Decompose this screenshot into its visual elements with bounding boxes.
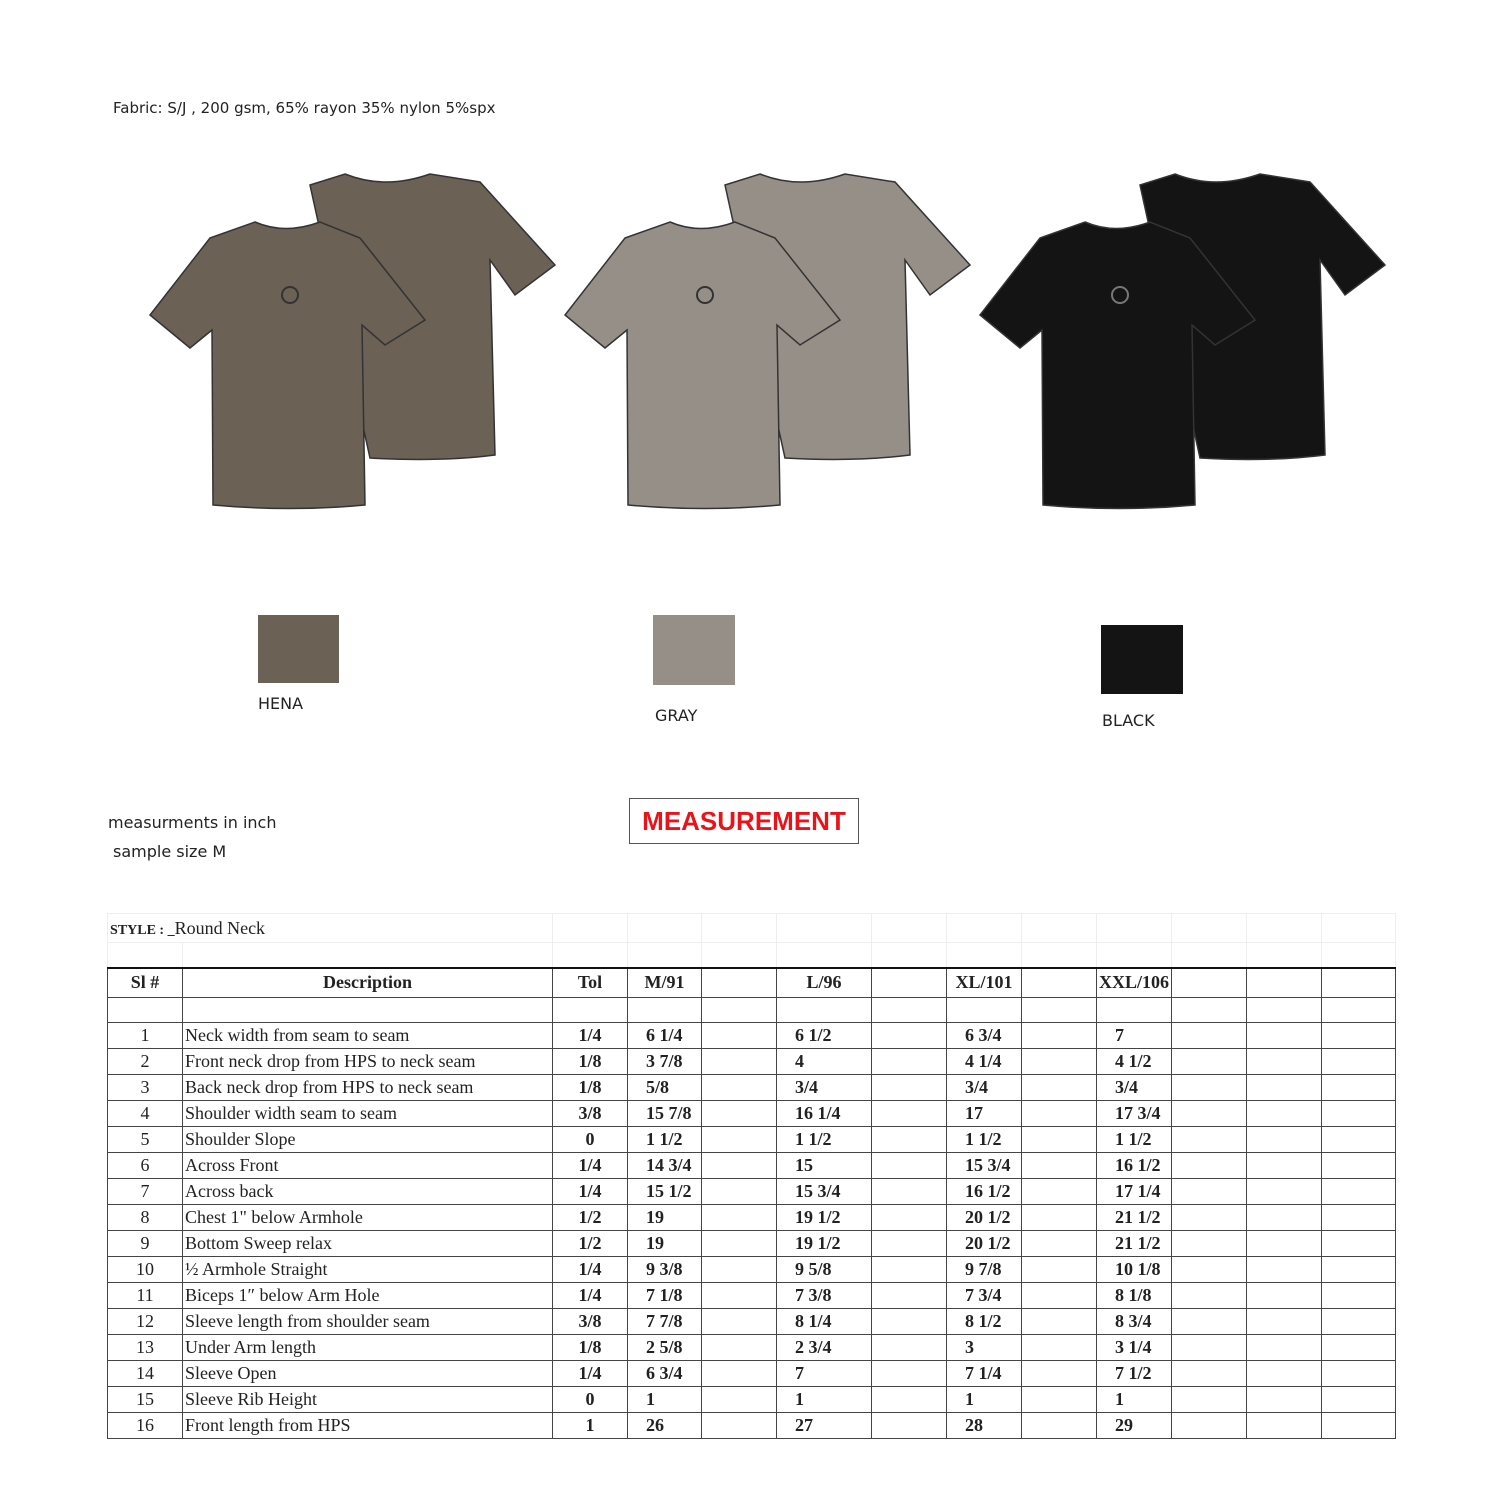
cell-xxl: 29 [1097,1412,1172,1438]
empty-cell [702,1308,777,1334]
empty-cell [702,1282,777,1308]
empty-cell [1172,1386,1247,1412]
empty-cell [1247,1178,1322,1204]
empty-cell [1322,1048,1396,1074]
cell-description: Under Arm length [183,1334,553,1360]
empty-cell [872,1074,947,1100]
cell-l: 15 [777,1152,872,1178]
cell-xxl: 3 1/4 [1097,1334,1172,1360]
empty-cell [1022,1100,1097,1126]
cell-description: Shoulder width seam to seam [183,1100,553,1126]
empty-cell [1322,1334,1396,1360]
table-row [108,1308,1396,1334]
empty-cell [1022,1308,1097,1334]
cell-description: Neck width from seam to seam [183,1022,553,1048]
cell-l: 3/4 [777,1074,872,1100]
empty-cell [1172,1230,1247,1256]
cell-xl: 20 1/2 [947,1230,1022,1256]
empty-cell [1172,1126,1247,1152]
empty-cell [1022,1152,1097,1178]
header-tol: Tol [553,968,628,997]
table-row [108,1230,1396,1256]
cell-m: 2 5/8 [628,1334,702,1360]
cell-m: 6 1/4 [628,1022,702,1048]
cell-xl: 9 7/8 [947,1256,1022,1282]
cell-xxl: 7 1/2 [1097,1360,1172,1386]
tshirt-hena [150,174,555,509]
cell-tol: 1 [553,1412,628,1438]
empty-cell [1172,1282,1247,1308]
cell-l: 2 3/4 [777,1334,872,1360]
empty-cell [702,1048,777,1074]
cell-xl: 20 1/2 [947,1204,1022,1230]
cell-tol: 1/4 [553,1152,628,1178]
cell-xl: 3 [947,1334,1022,1360]
cell-description: Chest 1" below Armhole [183,1204,553,1230]
empty-cell [702,1204,777,1230]
cell-l: 7 [777,1360,872,1386]
empty-cell [1172,1256,1247,1282]
cell-xl: 3/4 [947,1074,1022,1100]
empty-cell [702,1256,777,1282]
cell-tol: 1/8 [553,1048,628,1074]
cell-sl: 14 [108,1360,183,1386]
empty-cell [702,1360,777,1386]
cell-tol: 1/4 [553,1360,628,1386]
empty-cell [702,1022,777,1048]
cell-xxl: 1 [1097,1386,1172,1412]
table-row [108,1334,1396,1360]
cell-l: 15 3/4 [777,1178,872,1204]
swatch-gray [653,615,735,685]
cell-m: 15 7/8 [628,1100,702,1126]
table-row [108,1100,1396,1126]
empty-cell [1022,1256,1097,1282]
cell-sl: 9 [108,1230,183,1256]
empty-cell [702,1386,777,1412]
swatch-label-black: BLACK [1102,711,1155,730]
empty-cell [1322,1230,1396,1256]
table-row [108,1048,1396,1074]
cell-xl: 6 3/4 [947,1022,1022,1048]
cell-l: 19 1/2 [777,1204,872,1230]
empty-cell [1022,1334,1097,1360]
empty-cell [1022,1048,1097,1074]
cell-l: 9 5/8 [777,1256,872,1282]
cell-description: Shoulder Slope [183,1126,553,1152]
cell-sl: 15 [108,1386,183,1412]
cell-xxl: 7 [1097,1022,1172,1048]
cell-sl: 2 [108,1048,183,1074]
empty-cell [702,1230,777,1256]
cell-m: 1 1/2 [628,1126,702,1152]
empty-cell [1022,1022,1097,1048]
empty-cell [1247,1152,1322,1178]
empty-cell [1322,1074,1396,1100]
cell-sl: 12 [108,1308,183,1334]
cell-xxl: 3/4 [1097,1074,1172,1100]
empty-cell [1247,1334,1322,1360]
cell-m: 15 1/2 [628,1178,702,1204]
table-row [108,1126,1396,1152]
empty-cell [1322,1386,1396,1412]
empty-cell [872,1412,947,1438]
style-label: STYLE : _ [110,922,175,938]
style-value: Round Neck [174,917,266,938]
style-cell [108,914,553,943]
empty-cell [872,1230,947,1256]
empty-cell [872,1256,947,1282]
cell-xl: 16 1/2 [947,1178,1022,1204]
empty-cell [1247,1022,1322,1048]
empty-cell [1172,1048,1247,1074]
empty-cell [1172,1360,1247,1386]
fabric-spec: Fabric: S/J , 200 gsm, 65% rayon 35% nylon 5%spx [113,99,496,117]
cell-tol: 3/8 [553,1100,628,1126]
empty-cell [1172,1022,1247,1048]
cell-m: 7 7/8 [628,1308,702,1334]
cell-sl: 1 [108,1022,183,1048]
cell-tol: 0 [553,1126,628,1152]
cell-tol: 3/8 [553,1308,628,1334]
cell-xxl: 10 1/8 [1097,1256,1172,1282]
cell-xl: 7 3/4 [947,1282,1022,1308]
empty-cell [1247,1360,1322,1386]
empty-cell [1322,1412,1396,1438]
cell-description: Bottom Sweep relax [183,1230,553,1256]
empty-cell [1172,1178,1247,1204]
cell-tol: 1/2 [553,1204,628,1230]
cell-description: Front length from HPS [183,1412,553,1438]
cell-xl: 17 [947,1100,1022,1126]
header-sl: Sl # [108,968,183,997]
empty-cell [872,1048,947,1074]
empty-cell [702,1412,777,1438]
cell-l: 7 3/8 [777,1282,872,1308]
cell-xl: 15 3/4 [947,1152,1022,1178]
empty-cell [1172,1100,1247,1126]
cell-sl: 11 [108,1282,183,1308]
tshirt-black [980,174,1385,509]
swatch-black [1101,625,1183,694]
empty-cell [872,1334,947,1360]
cell-description: Sleeve length from shoulder seam [183,1308,553,1334]
cell-tol: 1/4 [553,1022,628,1048]
cell-xxl: 4 1/2 [1097,1048,1172,1074]
cell-xl: 1 1/2 [947,1126,1022,1152]
cell-sl: 8 [108,1204,183,1230]
swatch-hena [258,615,339,683]
empty-cell [1322,1178,1396,1204]
empty-cell [702,1074,777,1100]
table-row [108,1022,1396,1048]
empty-cell [1322,1100,1396,1126]
empty-cell [1022,1360,1097,1386]
tshirt-illustrations [140,160,1400,530]
empty-cell [1022,1230,1097,1256]
cell-xxl: 17 1/4 [1097,1178,1172,1204]
empty-cell [1322,1204,1396,1230]
empty-cell [1247,1412,1322,1438]
header-xl: XL/101 [947,968,1022,997]
cell-xl: 7 1/4 [947,1360,1022,1386]
cell-m: 26 [628,1412,702,1438]
empty-cell [872,1126,947,1152]
empty-cell [1022,1282,1097,1308]
table-row [108,1256,1396,1282]
cell-tol: 1/4 [553,1178,628,1204]
empty-cell [1247,1282,1322,1308]
cell-xxl: 21 1/2 [1097,1230,1172,1256]
cell-m: 5/8 [628,1074,702,1100]
cell-l: 1 [777,1386,872,1412]
cell-description: Across back [183,1178,553,1204]
cell-l: 27 [777,1412,872,1438]
cell-l: 16 1/4 [777,1100,872,1126]
tshirt-gray [565,174,970,509]
table-row [108,1178,1396,1204]
empty-cell [1172,1334,1247,1360]
sample-size-note: sample size M [113,842,227,861]
cell-m: 14 3/4 [628,1152,702,1178]
cell-l: 19 1/2 [777,1230,872,1256]
empty-cell [1172,1412,1247,1438]
empty-cell [872,1308,947,1334]
cell-description: Front neck drop from HPS to neck seam [183,1048,553,1074]
header-description: Description [183,968,553,997]
empty-cell [1247,1204,1322,1230]
empty-cell [872,1178,947,1204]
cell-description: Sleeve Rib Height [183,1386,553,1412]
cell-sl: 16 [108,1412,183,1438]
header-xxl: XXL/106 [1097,968,1172,997]
empty-cell [1322,1126,1396,1152]
empty-cell [872,1386,947,1412]
empty-cell [872,1152,947,1178]
cell-xl: 28 [947,1412,1022,1438]
cell-xl: 4 1/4 [947,1048,1022,1074]
cell-tol: 1/8 [553,1334,628,1360]
cell-xxl: 21 1/2 [1097,1204,1172,1230]
measurement-title: MEASUREMENT [629,798,859,844]
cell-xxl: 8 1/8 [1097,1282,1172,1308]
empty-cell [1247,1308,1322,1334]
cell-tol: 1/2 [553,1230,628,1256]
empty-cell [872,1100,947,1126]
cell-tol: 1/4 [553,1256,628,1282]
empty-cell [1022,1204,1097,1230]
cell-l: 6 1/2 [777,1022,872,1048]
cell-sl: 6 [108,1152,183,1178]
empty-cell [1247,1074,1322,1100]
cell-m: 9 3/8 [628,1256,702,1282]
cell-tol: 0 [553,1386,628,1412]
cell-l: 4 [777,1048,872,1074]
cell-m: 19 [628,1230,702,1256]
empty-cell [1022,1412,1097,1438]
empty-cell [1172,1204,1247,1230]
table-row [108,1204,1396,1230]
cell-xxl: 16 1/2 [1097,1152,1172,1178]
empty-cell [702,1100,777,1126]
cell-xl: 8 1/2 [947,1308,1022,1334]
table-row [108,1386,1396,1412]
header-m: M/91 [628,968,702,997]
empty-cell [1322,1308,1396,1334]
empty-cell [872,1204,947,1230]
empty-cell [1172,1152,1247,1178]
cell-m: 19 [628,1204,702,1230]
empty-cell [872,1022,947,1048]
cell-description: Sleeve Open [183,1360,553,1386]
table-row [108,1360,1396,1386]
cell-m: 1 [628,1386,702,1412]
cell-tol: 1/8 [553,1074,628,1100]
table-row [108,1412,1396,1438]
cell-sl: 10 [108,1256,183,1282]
cell-sl: 13 [108,1334,183,1360]
empty-cell [1322,1282,1396,1308]
cell-xxl: 17 3/4 [1097,1100,1172,1126]
cell-sl: 7 [108,1178,183,1204]
empty-cell [702,1152,777,1178]
units-note: measurments in inch [108,813,277,832]
empty-cell [1247,1256,1322,1282]
empty-cell [1322,1360,1396,1386]
cell-l: 1 1/2 [777,1126,872,1152]
swatch-label-hena: HENA [258,694,304,713]
header-l: L/96 [777,968,872,997]
empty-cell [1322,1152,1396,1178]
cell-xl: 1 [947,1386,1022,1412]
cell-m: 6 3/4 [628,1360,702,1386]
empty-cell [702,1178,777,1204]
cell-sl: 5 [108,1126,183,1152]
cell-m: 3 7/8 [628,1048,702,1074]
table-row [108,1152,1396,1178]
empty-cell [1022,1178,1097,1204]
empty-cell [1247,1230,1322,1256]
cell-m: 7 1/8 [628,1282,702,1308]
cell-description: Back neck drop from HPS to neck seam [183,1074,553,1100]
empty-cell [872,1360,947,1386]
table-header-row [108,968,1396,997]
cell-tol: 1/4 [553,1282,628,1308]
empty-cell [1247,1100,1322,1126]
empty-cell [1022,1386,1097,1412]
empty-cell [1022,1126,1097,1152]
cell-description: Across Front [183,1152,553,1178]
empty-cell [1322,1022,1396,1048]
cell-xxl: 1 1/2 [1097,1126,1172,1152]
cell-sl: 3 [108,1074,183,1100]
cell-sl: 4 [108,1100,183,1126]
empty-cell [1022,1074,1097,1100]
table-row [108,1074,1396,1100]
empty-cell [872,1282,947,1308]
cell-l: 8 1/4 [777,1308,872,1334]
empty-cell [1247,1386,1322,1412]
empty-cell [1172,1074,1247,1100]
empty-cell [702,1126,777,1152]
table-row [108,1282,1396,1308]
empty-cell [1172,1308,1247,1334]
empty-cell [1322,1256,1396,1282]
empty-cell [1247,1048,1322,1074]
empty-cell [702,1334,777,1360]
cell-description: ½ Armhole Straight [183,1256,553,1282]
swatch-label-gray: GRAY [655,706,698,725]
cell-xxl: 8 3/4 [1097,1308,1172,1334]
empty-cell [1247,1126,1322,1152]
cell-description: Biceps 1″ below Arm Hole [183,1282,553,1308]
measurement-table [107,913,1396,1439]
